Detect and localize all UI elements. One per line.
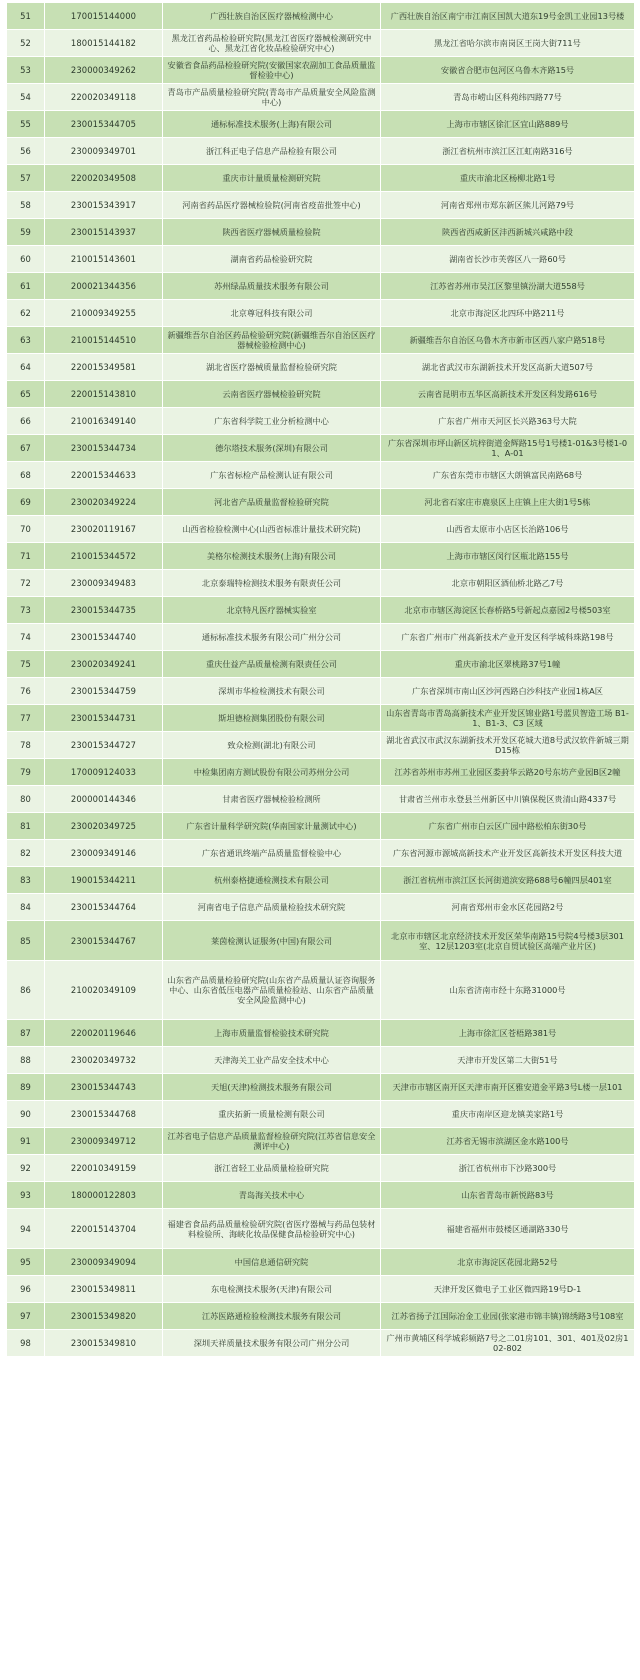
institution-address: 天津市开发区第二大街51号: [381, 1047, 635, 1074]
row-index: 74: [7, 624, 45, 651]
approval-code: 210015144510: [45, 327, 163, 354]
institution-name: 中国信息通信研究院: [163, 1249, 381, 1276]
table-row: [7, 1249, 635, 1276]
institution-address: 新疆维吾尔自治区乌鲁木齐市新市区西八家户路518号: [381, 327, 635, 354]
institution-address: 广州市黄埔区科学城彩频路7号之二01房101、301、401及02房102-802: [381, 1330, 635, 1357]
approval-code: 230020349725: [45, 813, 163, 840]
table-row: [7, 138, 635, 165]
table-row: [7, 84, 635, 111]
row-index: 60: [7, 246, 45, 273]
approval-code: 230015344731: [45, 705, 163, 732]
institution-name: 山东省产品质量检验研究院(山东省产品质量认证咨询服务中心、山东省低压电器产品质量检验站、山东省产品质量安全风险监测中心): [163, 961, 381, 1020]
institution-name: 广东省计量科学研究院(华南国家计量测试中心): [163, 813, 381, 840]
row-index: 77: [7, 705, 45, 732]
institution-address: 青岛市崂山区科苑纬四路77号: [381, 84, 635, 111]
approval-code: 230015344767: [45, 921, 163, 961]
institution-name: 重庆拓新一质量检测有限公司: [163, 1101, 381, 1128]
institution-name: 甘肃省医疗器械检验检测所: [163, 786, 381, 813]
row-index: 85: [7, 921, 45, 961]
approval-code: 180015144182: [45, 30, 163, 57]
institution-name: 致众检测(湖北)有限公司: [163, 732, 381, 759]
institution-address: 浙江省杭州市滨江区江虹南路316号: [381, 138, 635, 165]
approval-code: 220015143704: [45, 1209, 163, 1249]
row-index: 55: [7, 111, 45, 138]
approval-code: 230015344735: [45, 597, 163, 624]
table-row: [7, 840, 635, 867]
institution-address: 山东省青岛市新悦路83号: [381, 1182, 635, 1209]
institution-name: 河南省药品医疗器械检验院(河南省疫苗批签中心): [163, 192, 381, 219]
table-row: [7, 624, 635, 651]
row-index: 78: [7, 732, 45, 759]
institution-address: 陕西省西咸新区沣西新城兴咸路中段: [381, 219, 635, 246]
institution-address: 上海市市辖区闵行区瓶北路155号: [381, 543, 635, 570]
row-index: 65: [7, 381, 45, 408]
institution-name: 通标标准技术服务(上海)有限公司: [163, 111, 381, 138]
table-row: [7, 705, 635, 732]
approval-code: 210015143601: [45, 246, 163, 273]
institution-table: [6, 2, 635, 1357]
institution-name: 云南省医疗器械检验研究院: [163, 381, 381, 408]
approval-code: 230020349241: [45, 651, 163, 678]
row-index: 86: [7, 961, 45, 1020]
table-row: [7, 597, 635, 624]
row-index: 84: [7, 894, 45, 921]
institution-name: 苏州绿品质量技术服务有限公司: [163, 273, 381, 300]
institution-name: 福建省食品药品质量检验研究院(省医疗器械与药品包装材料检验所、海峡化妆品保健食品检验研究中心): [163, 1209, 381, 1249]
approval-code: 220020349508: [45, 165, 163, 192]
institution-address: 广西壮族自治区南宁市江南区国凯大道东19号金凯工业园13号楼: [381, 3, 635, 30]
table-row: [7, 1074, 635, 1101]
row-index: 72: [7, 570, 45, 597]
institution-address: 重庆市渝北区翠桃路37号1幢: [381, 651, 635, 678]
table-row: [7, 1209, 635, 1249]
table-row: [7, 1020, 635, 1047]
approval-code: 230015344743: [45, 1074, 163, 1101]
approval-code: 230020119167: [45, 516, 163, 543]
approval-code: 220015344633: [45, 462, 163, 489]
table-row: [7, 1182, 635, 1209]
approval-code: 200000144346: [45, 786, 163, 813]
institution-name: 中检集团南方测试股份有限公司苏州分公司: [163, 759, 381, 786]
institution-name: 莱茵检测认证服务(中国)有限公司: [163, 921, 381, 961]
row-index: 68: [7, 462, 45, 489]
table-row: [7, 1047, 635, 1074]
institution-address: 福建省福州市鼓楼区通湖路330号: [381, 1209, 635, 1249]
approval-code: 230009349701: [45, 138, 163, 165]
institution-name: 广东省标检产品检测认证有限公司: [163, 462, 381, 489]
row-index: 94: [7, 1209, 45, 1249]
institution-address: 江苏省苏州市苏州工业园区娄葑华云路20号东坊产业园B区2幢: [381, 759, 635, 786]
institution-address: 浙江省杭州市滨江区长河街道滨安路688号6幢四层401室: [381, 867, 635, 894]
institution-address: 重庆市南岸区迎龙镇美家路1号: [381, 1101, 635, 1128]
table-row: [7, 1155, 635, 1182]
approval-code: 230020349732: [45, 1047, 163, 1074]
approval-code: 230015344768: [45, 1101, 163, 1128]
institution-address: 安徽省合肥市包河区乌鲁木齐路15号: [381, 57, 635, 84]
institution-address: 江苏省苏州市吴江区黎里镇汾湖大道558号: [381, 273, 635, 300]
approval-code: 210009349255: [45, 300, 163, 327]
table-row: [7, 1128, 635, 1155]
institution-address: 广东省深圳市坪山新区坑梓街道金辉路15号1号楼1-01&3号楼1-01、A-01: [381, 435, 635, 462]
institution-address: 江苏省无锡市滨湖区金水路100号: [381, 1128, 635, 1155]
row-index: 53: [7, 57, 45, 84]
row-index: 81: [7, 813, 45, 840]
approval-code: 230020349224: [45, 489, 163, 516]
approval-code: 220010349159: [45, 1155, 163, 1182]
table-row: [7, 1101, 635, 1128]
table-row: [7, 543, 635, 570]
table-row: [7, 3, 635, 30]
institution-address: 广东省广州市广州高新技术产业开发区科学城科珠路198号: [381, 624, 635, 651]
institution-name: 山西省检验检测中心(山西省标准计量技术研究院): [163, 516, 381, 543]
table-row: [7, 867, 635, 894]
approval-code: 210020349109: [45, 961, 163, 1020]
institution-name: 上海市质量监督检验技术研究院: [163, 1020, 381, 1047]
table-row: [7, 489, 635, 516]
institution-address: 广东省东莞市市辖区大朗镇富民南路68号: [381, 462, 635, 489]
institution-name: 陕西省医疗器械质量检验院: [163, 219, 381, 246]
approval-code: 220020119646: [45, 1020, 163, 1047]
row-index: 54: [7, 84, 45, 111]
institution-address: 重庆市渝北区杨柳北路1号: [381, 165, 635, 192]
table-row: [7, 408, 635, 435]
institution-name: 河北省产品质量监督检验研究院: [163, 489, 381, 516]
institution-address: 北京市海淀区花园北路52号: [381, 1249, 635, 1276]
row-index: 69: [7, 489, 45, 516]
approval-code: 230015343917: [45, 192, 163, 219]
institution-name: 斯坦德检测集团股份有限公司: [163, 705, 381, 732]
row-index: 90: [7, 1101, 45, 1128]
institution-name: 江苏医路通检验检测技术服务有限公司: [163, 1303, 381, 1330]
institution-name: 深圳市华检检测技术有限公司: [163, 678, 381, 705]
institution-name: 广东省科学院工业分析检测中心: [163, 408, 381, 435]
institution-table-body: [7, 3, 635, 1357]
row-index: 93: [7, 1182, 45, 1209]
institution-address: 天津市市辖区南开区天津市南开区雅安道金平路3号L楼一层101: [381, 1074, 635, 1101]
institution-name: 青岛海关技术中心: [163, 1182, 381, 1209]
institution-address: 广东省广州市白云区广园中路松柏东街30号: [381, 813, 635, 840]
row-index: 52: [7, 30, 45, 57]
approval-code: 230000349262: [45, 57, 163, 84]
institution-name: 湖北省医疗器械质量监督检验研究院: [163, 354, 381, 381]
institution-address: 上海市市辖区徐汇区宜山路889号: [381, 111, 635, 138]
approval-code: 230015344727: [45, 732, 163, 759]
row-index: 82: [7, 840, 45, 867]
approval-code: 220020349118: [45, 84, 163, 111]
approval-code: 230015344759: [45, 678, 163, 705]
approval-code: 230015344734: [45, 435, 163, 462]
row-index: 73: [7, 597, 45, 624]
table-row: [7, 732, 635, 759]
table-row: [7, 192, 635, 219]
row-index: 64: [7, 354, 45, 381]
row-index: 95: [7, 1249, 45, 1276]
institution-name: 浙江省轻工业品质量检验研究院: [163, 1155, 381, 1182]
row-index: 80: [7, 786, 45, 813]
institution-name: 北京特凡医疗器械实验室: [163, 597, 381, 624]
approval-code: 180000122803: [45, 1182, 163, 1209]
institution-name: 北京尊冠科技有限公司: [163, 300, 381, 327]
table-row: [7, 300, 635, 327]
institution-address: 山东省济南市经十东路31000号: [381, 961, 635, 1020]
row-index: 63: [7, 327, 45, 354]
approval-code: 230015349810: [45, 1330, 163, 1357]
table-row: [7, 327, 635, 354]
row-index: 58: [7, 192, 45, 219]
approval-code: 230015349811: [45, 1276, 163, 1303]
institution-address: 天津开发区微电子工业区微四路19号D-1: [381, 1276, 635, 1303]
row-index: 88: [7, 1047, 45, 1074]
approval-code: 230009349712: [45, 1128, 163, 1155]
institution-name: 杭州泰格捷通检测技术有限公司: [163, 867, 381, 894]
institution-name: 江苏省电子信息产品质量监督检验研究院(江苏省信息安全测评中心): [163, 1128, 381, 1155]
table-row: [7, 246, 635, 273]
row-index: 76: [7, 678, 45, 705]
table-row: [7, 354, 635, 381]
table-row: [7, 894, 635, 921]
table-row: [7, 57, 635, 84]
institution-address: 河南省郑州市郑东新区熊儿河路79号: [381, 192, 635, 219]
approval-code: 230015349820: [45, 1303, 163, 1330]
table-row: [7, 678, 635, 705]
table-row: [7, 1276, 635, 1303]
institution-name: 重庆市计量质量检测研究院: [163, 165, 381, 192]
approval-code: 210016349140: [45, 408, 163, 435]
institution-address: 湖南省长沙市芙蓉区八一路60号: [381, 246, 635, 273]
institution-address: 江苏省扬子江国际冶金工业园(张家港市锦丰镇)锦绣路3号108室: [381, 1303, 635, 1330]
approval-code: 200021344356: [45, 273, 163, 300]
institution-name: 美格尔检测技术服务(上海)有限公司: [163, 543, 381, 570]
row-index: 92: [7, 1155, 45, 1182]
institution-address: 北京市朝阳区酒仙桥北路乙7号: [381, 570, 635, 597]
table-row: [7, 30, 635, 57]
institution-name: 北京泰瑞特检测技术服务有限责任公司: [163, 570, 381, 597]
row-index: 89: [7, 1074, 45, 1101]
table-row: [7, 570, 635, 597]
institution-address: 山东省青岛市青岛高新技术产业开发区锦业路1号蓝贝智造工场 B1-1、B1-3、C3 区域: [381, 705, 635, 732]
institution-address: 黑龙江省哈尔滨市南岗区王岗大街711号: [381, 30, 635, 57]
institution-address: 河南省郑州市金水区花园路2号: [381, 894, 635, 921]
institution-name: 安徽省食品药品检验研究院(安徽国家农副加工食品质量监督检验中心): [163, 57, 381, 84]
row-index: 87: [7, 1020, 45, 1047]
institution-address: 北京市市辖区北京经济技术开发区荣华南路15号院4号楼3层301室、12层1203室(北京自贸试验区高端产业片区): [381, 921, 635, 961]
table-row: [7, 381, 635, 408]
institution-address: 湖北省武汉市武汉东湖新技术开发区花城大道8号武汉软件新城三期D15栋: [381, 732, 635, 759]
row-index: 57: [7, 165, 45, 192]
institution-address: 山西省太原市小店区长治路106号: [381, 516, 635, 543]
row-index: 62: [7, 300, 45, 327]
approval-code: 220015143810: [45, 381, 163, 408]
approval-code: 230015344764: [45, 894, 163, 921]
table-row: [7, 516, 635, 543]
institution-name: 东电检测技术服务(天津)有限公司: [163, 1276, 381, 1303]
row-index: 66: [7, 408, 45, 435]
institution-name: 浙江科正电子信息产品检验有限公司: [163, 138, 381, 165]
table-row: [7, 219, 635, 246]
institution-name: 深圳天祥质量技术服务有限公司广州分公司: [163, 1330, 381, 1357]
row-index: 51: [7, 3, 45, 30]
table-row: [7, 435, 635, 462]
table-row: [7, 786, 635, 813]
institution-name: 青岛市产品质量检验研究院(青岛市产品质量安全风险监测中心): [163, 84, 381, 111]
institution-address: 湖北省武汉市东湖新技术开发区高新大道507号: [381, 354, 635, 381]
approval-code: 220015349581: [45, 354, 163, 381]
row-index: 97: [7, 1303, 45, 1330]
institution-address: 广东省河源市源城高新技术产业开发区高新技术开发区科技大道: [381, 840, 635, 867]
table-row: [7, 759, 635, 786]
institution-name: 广东省通讯终端产品质量监督检验中心: [163, 840, 381, 867]
row-index: 75: [7, 651, 45, 678]
row-index: 83: [7, 867, 45, 894]
table-row: [7, 165, 635, 192]
institution-address: 广东省深圳市南山区沙河西路白沙科技产业园1栋A区: [381, 678, 635, 705]
institution-address: 上海市徐汇区苍梧路381号: [381, 1020, 635, 1047]
institution-name: 河南省电子信息产品质量检验技术研究院: [163, 894, 381, 921]
table-row: [7, 921, 635, 961]
approval-code: 230009349483: [45, 570, 163, 597]
approval-code: 230009349146: [45, 840, 163, 867]
table-row: [7, 961, 635, 1020]
institution-name: 黑龙江省药品检验研究院(黑龙江省医疗器械检测研究中心、黑龙江省化妆品检验研究中心): [163, 30, 381, 57]
institution-name: 广西壮族自治区医疗器械检测中心: [163, 3, 381, 30]
row-index: 71: [7, 543, 45, 570]
institution-address: 北京市市辖区海淀区长春桥路5号新起点嘉园2号楼503室: [381, 597, 635, 624]
table-row: [7, 813, 635, 840]
institution-name: 通标标准技术服务有限公司广州分公司: [163, 624, 381, 651]
institution-address: 河北省石家庄市鹿泉区上庄镇上庄大街1号5栋: [381, 489, 635, 516]
table-row: [7, 651, 635, 678]
approval-code: 190015344211: [45, 867, 163, 894]
institution-name: 天津海关工业产品安全技术中心: [163, 1047, 381, 1074]
table-row: [7, 1330, 635, 1357]
row-index: 59: [7, 219, 45, 246]
approval-code: 170015144000: [45, 3, 163, 30]
row-index: 79: [7, 759, 45, 786]
institution-name: 天旭(天津)检测技术服务有限公司: [163, 1074, 381, 1101]
institution-table-container: [6, 2, 634, 1357]
approval-code: 210015344572: [45, 543, 163, 570]
institution-address: 云南省昆明市五华区高新技术开发区科发路616号: [381, 381, 635, 408]
institution-name: 重庆仕益产品质量检测有限责任公司: [163, 651, 381, 678]
row-index: 61: [7, 273, 45, 300]
institution-address: 北京市海淀区北四环中路211号: [381, 300, 635, 327]
approval-code: 230015344740: [45, 624, 163, 651]
institution-name: 新疆维吾尔自治区药品检验研究院(新疆维吾尔自治区医疗器械检验检测中心): [163, 327, 381, 354]
institution-name: 德尔塔技术服务(深圳)有限公司: [163, 435, 381, 462]
approval-code: 230015143937: [45, 219, 163, 246]
approval-code: 170009124033: [45, 759, 163, 786]
table-row: [7, 273, 635, 300]
row-index: 91: [7, 1128, 45, 1155]
row-index: 98: [7, 1330, 45, 1357]
row-index: 70: [7, 516, 45, 543]
row-index: 67: [7, 435, 45, 462]
table-row: [7, 1303, 635, 1330]
row-index: 56: [7, 138, 45, 165]
approval-code: 230015344705: [45, 111, 163, 138]
row-index: 96: [7, 1276, 45, 1303]
approval-code: 230009349094: [45, 1249, 163, 1276]
institution-name: 湖南省药品检验研究院: [163, 246, 381, 273]
institution-address: 浙江省杭州市下沙路300号: [381, 1155, 635, 1182]
table-row: [7, 111, 635, 138]
institution-address: 甘肃省兰州市永登县兰州新区中川镇保税区贵清山路4337号: [381, 786, 635, 813]
table-row: [7, 462, 635, 489]
institution-address: 广东省广州市天河区长兴路363号大院: [381, 408, 635, 435]
